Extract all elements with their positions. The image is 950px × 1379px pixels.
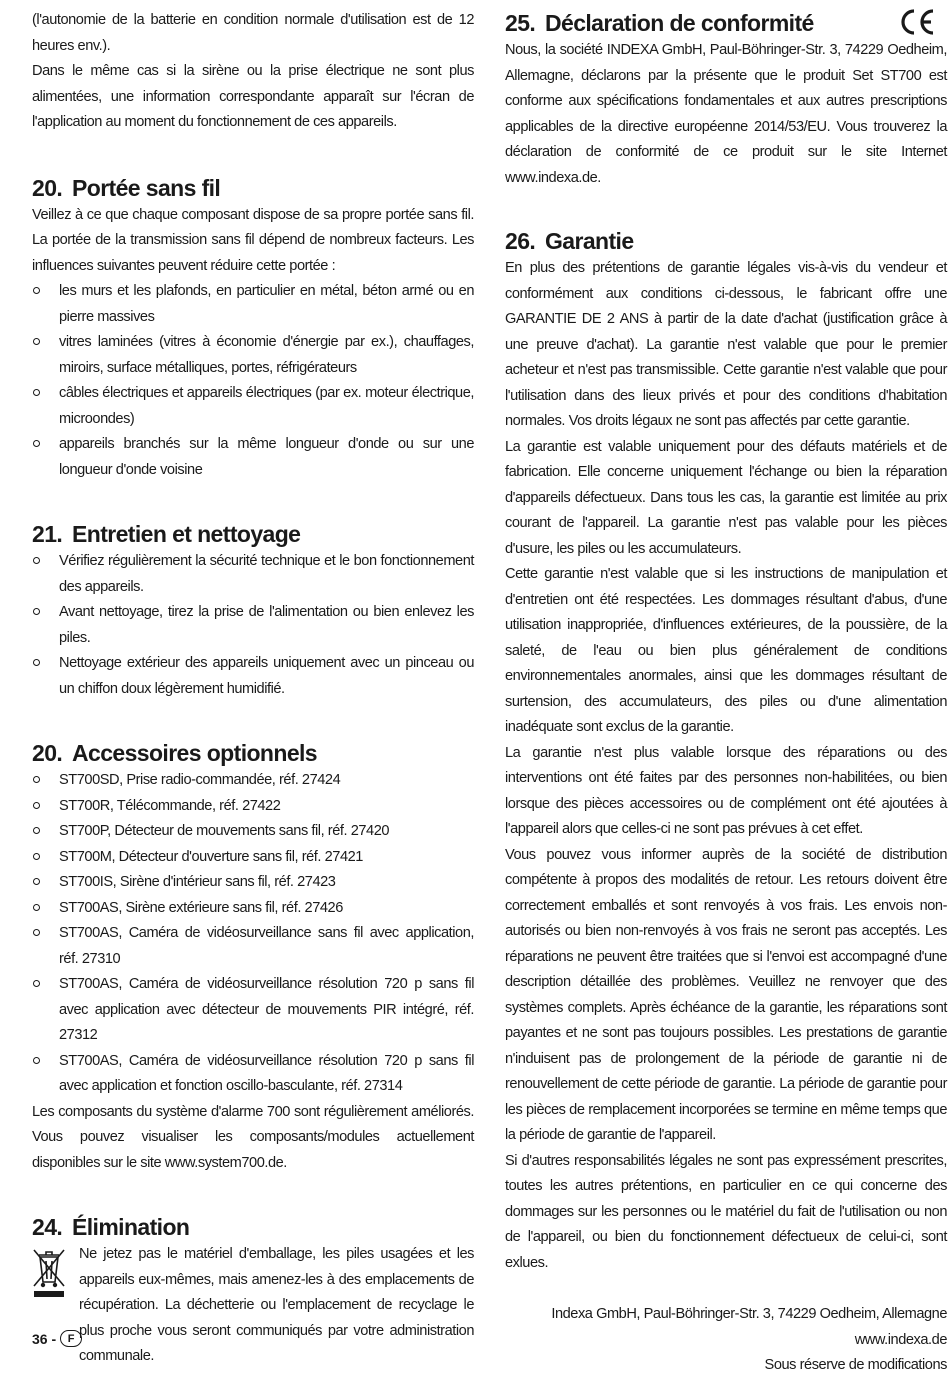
warranty-paragraph: En plus des prétentions de garantie légales vis-à-vis du vendeur et conformément aux conditions ci-dessous, le fabricant offre une GARANTIE DE 2 ANS à partir de la date d'achat (justification grâce à une preuve d'achat). La garantie n'est valable que pour le premier acheteur et n'est pas transmissible. Cette garantie n'est valable que pour l'utilisation dans des lieux privés et pour des conditions d'habitation normales. Vos droits légaux ne sont pas affectés par cette garantie. [505,260,947,429]
range-factors-list [32,279,474,483]
section-heading-wireless-range [32,173,474,203]
bullet-circle-icon [33,929,40,936]
bullet-circle-icon [33,440,40,447]
warranty-paragraph: La garantie est valable uniquement pour des défauts matériels et de fabrication. Elle concerne uniquement l'échange ou bien la réparation d'appareils défectueux. Dans tous les cas, la garantie est limitée au prix courant de l'appareil. La garantie n'est pas valable pour les pièces d'usure, les piles ou les accumulateurs. [505,438,947,557]
conformity-text: Nous, la société INDEXA GmbH, Paul-Böhringer-Str. 3, 74229 Oedheim, Allemagne, déclarons par la présente que le produit Set ST700 est conforme aux spécifications fondamentales et aux autres prescriptions applicables de la directive européenne 2014/53/EU. Vous trouverez la déclaration de conformité de ce produit sur le site Internet www.indexa.de. [505,42,947,186]
bullet-circle-icon [33,853,40,860]
section-heading-conformity [505,8,947,38]
bullet-circle-icon [33,659,40,666]
bullet-circle-icon [33,980,40,987]
warranty-paragraph: Vous pouvez vous informer auprès de la société de distribution compétente à propos des modalités de retour. Les retours doivent être correctement emballés et sont renvoyés à vos frais. Les envois non-autorisés ou bien non-renvoyés à vos frais ne seront pas acceptés. Les réparations ne peuvent être traitées que si l'envoi est accompagné d'une description détaillée des problèmes. Veuillez ne renvoyer que des systèmes complets. Après échéance de la garantie, les réparations sont payantes et ne sont pas toujours possibles. Les prestations de garantie n'induisent pas de prolongement de la période de garantie ni de renouvellement de cette période de garantie. La période de garantie pour les pièces de remplacement incorporées se termine en même temps que la période de garantie de l'appareil. [505,846,947,1143]
bullet-circle-icon [33,557,40,564]
list-item: ST700P, Détecteur de mouvements sans fil, réf. 27420 [32,819,474,845]
bullet-circle-icon [33,802,40,809]
list-item: vitres laminées (vitres à économie d'énergie par ex.), chauffages, miroirs, surface métalliques, portes, réfrigérateurs [32,330,474,381]
left-column [32,8,474,1370]
section-number: 24. [32,1214,63,1240]
list-item: Avant nettoyage, tirez la prise de l'alimentation ou bien enlevez les piles. [32,600,474,651]
crossed-out-wheelie-bin-icon [32,1246,66,1300]
warranty-paragraph: La garantie n'est plus valable lorsque des réparations ou des interventions ont été faites par des personnes non-habilitées, ou bien lorsque des pièces accessoires ou de complément ont été ajoutées à l'appareil alors que celles-ci ne sont pas prévues à cet effet. [505,744,947,837]
list-item: ST700IS, Sirène d'intérieur sans fil, réf. 27423 [32,870,474,896]
list-item: ST700AS, Caméra de vidéosurveillance résolution 720 p sans fil avec application avec détecteur de mouvements PIR intégré, réf. 27312 [32,972,474,1049]
language-badge: F [60,1330,82,1347]
section-title: Portée sans fil [72,174,221,201]
company-signature [505,1302,947,1379]
section-heading-disposal [32,1212,474,1242]
list-item: les murs et les plafonds, en particulier en métal, béton armé ou en pierre massives [32,279,474,330]
accessories-list [32,768,474,1100]
list-item: ST700AS, Sirène extérieure sans fil, réf. 27426 [32,896,474,922]
section-title: Accessoires optionnels [72,740,317,766]
section-heading-accessories [32,738,474,768]
bullet-circle-icon [33,389,40,396]
bullet-circle-icon [33,827,40,834]
power-loss-note: Dans le même cas si la sirène ou la prise électrique ne sont plus alimentées, une information correspondante apparaît sur l'écran de l'application au moment du fonctionnement de ces appareils. [32,63,474,130]
section-number: 20. [32,740,63,766]
bullet-circle-icon [33,1057,40,1064]
list-item: ST700SD, Prise radio-commandée, réf. 27424 [32,768,474,794]
bullet-circle-icon [33,776,40,783]
bullet-circle-icon [33,338,40,345]
section-number: 20. [32,174,63,201]
accessories-note: Les composants du système d'alarme 700 sont régulièrement améliorés. Vous pouvez visualiser les composants/modules actuellement disponibles sur le site www.system700.de. [32,1103,474,1171]
maintenance-list [32,549,474,702]
section-number: 21. [32,521,63,547]
warranty-paragraph: Cette garantie n'est valable que si les instructions de manipulation et d'entretien ont été respectées. Les dommages résultant d'abus, d'une utilisation inappropriée, d'influences extérieures, de la poussière, de la saleté, de l'eau ou bien plus généralement de conditions environnementales anormales, ainsi que les dommages résultant de surtension, des accumulateurs, des piles ou d'une alimentation inadéquate sont exclus de la garantie. [505,566,947,735]
disposal-block [32,1242,474,1370]
list-item: Nettoyage extérieur des appareils uniquement avec un pinceau ou un chiffon doux légèrement humidifié. [32,651,474,702]
list-item: Vérifiez régulièrement la sécurité technique et le bon fonctionnement des appareils. [32,549,474,600]
section-heading-warranty [505,226,947,256]
page-footer [32,1330,82,1347]
list-item: ST700M, Détecteur d'ouverture sans fil, réf. 27421 [32,845,474,871]
bullet-circle-icon [33,904,40,911]
list-item: appareils branchés sur la même longueur d'onde ou sur une longueur d'onde voisine [32,432,474,483]
section-heading-maintenance [32,519,474,549]
bullet-circle-icon [33,878,40,885]
section-title: Entretien et nettoyage [72,521,301,547]
section-title: Élimination [72,1214,190,1240]
company-website: www.indexa.de [854,1331,947,1348]
section-number: 25. [505,10,536,36]
battery-note: (l'autonomie de la batterie en condition normale d'utilisation est de 12 heures env.). [32,12,474,54]
section-title: Garantie [545,228,634,254]
list-item: câbles électriques et appareils électriques (par ex. moteur électrique, microondes) [32,381,474,432]
bullet-circle-icon [33,608,40,615]
page-number: 36 - [32,1330,57,1347]
modification-notice: Sous réserve de modifications [764,1357,947,1373]
section-title: Déclaration de conformité [545,10,814,36]
disposal-text: Ne jetez pas le matériel d'emballage, les piles usagées et les appareils eux-mêmes, mais amenez-les à des emplacements de récupération. La déchetterie ou l'emplacement de recyclage le plus proche vous seront communiqués par votre administration communale. [79,1246,474,1364]
wireless-range-text: Veillez à ce que chaque composant dispose de sa propre portée sans fil. La portée de la transmission sans fil dépend de nombreux facteurs. Les influences suivantes peuvent réduire cette portée : [32,206,474,274]
warranty-paragraph: Si d'autres responsabilités légales ne sont pas expressément prescrites, toutes les autres prétentions, en particulier en ce qui concerne des dommages sur les personnes ou le matériel du fait de l'utilisation ou non de l'appareil, ou bien du fonctionnement défectueux de celui-ci, sont exlues. [505,1152,947,1271]
bullet-circle-icon [33,287,40,294]
list-item: ST700R, Télécommande, réf. 27422 [32,794,474,820]
list-item: ST700AS, Caméra de vidéosurveillance sans fil avec application, réf. 27310 [32,921,474,972]
company-address: Indexa GmbH, Paul-Böhringer-Str. 3, 74229 Oedheim, Allemagne [551,1306,947,1322]
right-column [505,8,947,1379]
list-item: ST700AS, Caméra de vidéosurveillance résolution 720 p sans fil avec application et fonction oscillo-basculante, réf. 27314 [32,1049,474,1100]
section-number: 26. [505,228,536,254]
